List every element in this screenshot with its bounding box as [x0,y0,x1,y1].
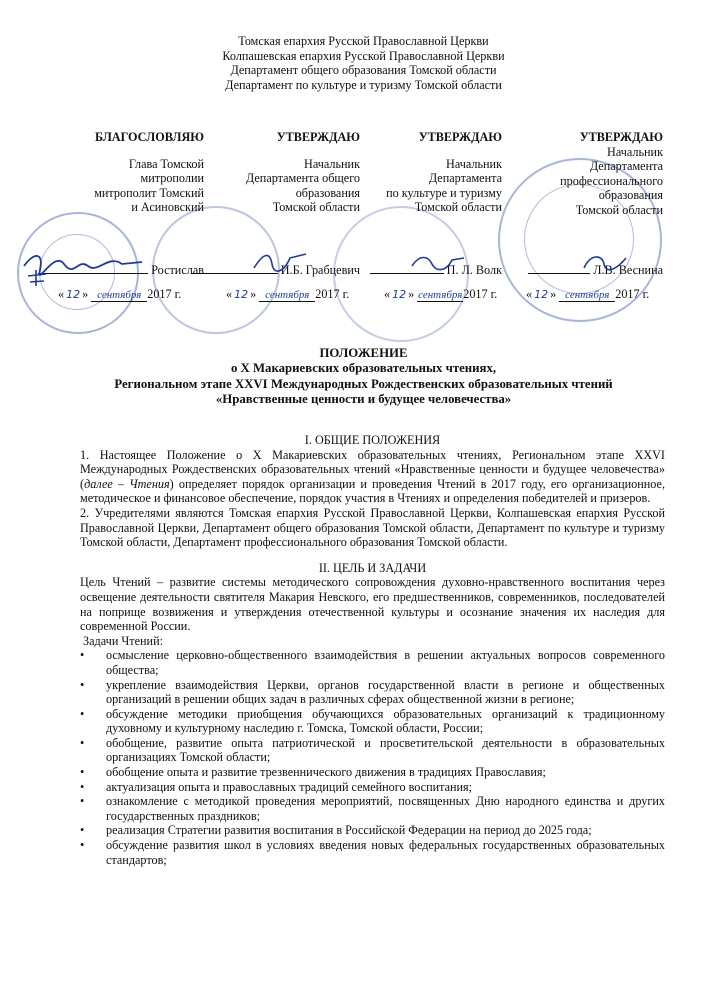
document-title [0,346,727,408]
task-text: обобщение, развитие опыта патриотической и просветительской деятельности в образовательных организациях Томской области; [106,735,665,765]
signer-name: И.Б. Грабцевич [280,263,360,277]
approval-title-line: образования [295,185,360,200]
approval-title-line: Томской области [272,200,360,215]
list-item [80,648,665,677]
approval-title-line: Томской области [575,202,663,217]
bullet-icon: • [80,838,85,853]
header-line: Колпашевская епархия Русской Православной Церкви [222,48,505,63]
approval-date: « 12 » сентября 2017 г. [226,287,350,301]
date-month: сентября [91,289,147,302]
approval-heading: БЛАГОСЛОВЛЯЮ [94,130,204,144]
approval-title-line: Департамента общего [245,171,360,186]
approval-block-general-education [214,130,360,215]
list-item [80,780,665,795]
bullet-icon: • [80,794,85,809]
list-item [80,765,665,780]
list-item [80,823,665,838]
title-line: «Нравственные ценности и будущее человечества» [215,392,512,407]
tasks-label: Задачи Чтений: [83,633,163,648]
date-year: 2017 г. [315,287,350,301]
approval-title-line: по культуре и туризму [386,185,502,200]
date-month: сентября [418,289,463,301]
signer-name: Л.В. Веснина [593,263,663,277]
approval-block-blessing [62,130,204,215]
approval-heading: УТВЕРЖДАЮ [276,130,360,144]
approval-title-line: Начальник [446,156,502,171]
date-day: 12 [392,288,407,301]
bullet-icon: • [80,765,85,780]
task-text: осмысление церковно-общественного взаимодействия в решении актуальных вопросов современного общества; [106,648,665,677]
approval-title-line: Томской области [414,200,502,215]
signature-line-general-education [184,263,360,278]
bullet-icon: • [80,779,85,794]
signer-name: Ростислав [151,263,204,277]
task-text: обобщение опыта и развитие трезвеннического движения в традициях Православия; [106,765,546,780]
signature-line-culture [352,263,502,278]
list-item [80,707,665,736]
date-day: 12 [234,288,249,301]
approval-heading: УТВЕРЖДАЮ [579,130,663,144]
header-line: Томская епархия Русской Православной Церкви [238,34,489,48]
approval-date: « 12 » сентября2017 г. [384,287,498,301]
header-line: Департамент по культуре и туризму Томской области [225,77,502,92]
title-line: Региональном этапе XXVI Международных Рождественских образовательных чтений [114,376,613,391]
issuer-header [0,34,727,92]
task-text: обсуждение развития школ в условиях введения новых федеральных государственных образовательных стандартов; [106,838,665,867]
task-text: ознакомление с методикой проведения мероприятий, посвященных Дню народного единства и других государственных праздников; [106,794,665,823]
approval-title-line: профессионального [560,173,663,188]
approval-title-line: митрополии [140,171,204,186]
approval-title-line: Начальник [607,144,663,159]
list-item [80,678,665,707]
title-line: о X Макариевских образовательных чтениях, [230,361,497,376]
approval-title-line: Департамента [589,159,663,174]
header-line: Департамент общего образования Томской области [230,63,497,78]
bullet-icon: • [80,677,85,692]
approval-heading: УТВЕРЖДАЮ [418,130,502,144]
paragraph: 1. Настоящее Положение о X Макариевских образовательных чтениях, Региональном этапе XXVI Международных Рождественских образовательных чтений «Нравственные ценности и будущее человечества» (далее – Чтения) определяет порядок организации и проведения Чтений в 2017 году, его организационное, методическое и финансовое обеспечение, порядок участия в Чтениях и определения победителей и призеров. [80,447,665,506]
approval-title-line: и Асиновский [131,200,204,215]
title-line: ПОЛОЖЕНИЕ [319,346,408,360]
approval-date: « 12 » сентября 2017 г. [526,287,650,301]
bullet-icon: • [80,706,85,721]
signature-line-blessing [24,263,204,278]
approval-block-culture [352,130,502,215]
paragraph: 2. Учредителями являются Томская епархия Русской Православной Церкви, Колпашевская епархия Русской Православной Церкви, Департамент общего образования Томской области, Департамент по культуре и туризму Томской области, Департамент профессионального образования Томской области. [80,505,665,550]
list-item [80,838,665,867]
task-text: актуализация опыта и православных традиций семейного воспитания; [106,779,473,794]
approval-title-line: образования [598,188,663,203]
date-month: сентября [559,289,615,302]
approval-title-line: Начальник [304,156,360,171]
section-heading: I. ОБЩИЕ ПОЛОЖЕНИЯ [304,433,441,447]
bullet-icon: • [80,648,85,663]
approval-title-line: Департамента [428,171,502,186]
bullet-icon: • [80,823,85,838]
approval-title-line: Глава Томской [128,156,204,171]
signer-name: П. Л. Волк [446,263,502,277]
signature-line-professional-education [520,263,663,278]
date-day: 12 [534,288,549,301]
date-year: 2017 г. [147,287,182,301]
approval-title-line: митрополит Томский [94,185,204,200]
date-year: 2017 г. [463,287,498,301]
approval-date: « 12 » сентября 2017 г. [58,287,182,301]
approval-block-professional-education [520,130,663,218]
tasks-list [80,648,665,867]
section-heading: II. ЦЕЛЬ И ЗАДАЧИ [318,560,427,575]
task-text: укрепление взаимодействия Церкви, органов государственной власти в регионе и общественных организаций в решении общих задач в различных сферах общественной жизни в регионе; [106,677,665,707]
date-day: 12 [66,288,81,301]
date-year: 2017 г. [615,287,650,301]
list-item [80,736,665,765]
document-body [80,433,665,867]
task-text: реализация Стратегии развития воспитания в Российской Федерации на период до 2025 года; [106,823,592,838]
date-month: сентября [259,289,315,302]
bullet-icon: • [80,735,85,750]
paragraph: Цель Чтений – развитие системы методического сопровождения духовно-нравственного воспитания через освещение деятельности святителя Макария Невского, его предшественников, современников, последователей на поприще возвижения и утверждения отечественной культуры и осознание значения их наследия для современной России. [80,575,665,634]
task-text: обсуждение методики приобщения обучающихся образовательных организаций к традиционному духовному и культурному наследию г. Томска, Томской области, России; [106,706,665,736]
list-item [80,794,665,823]
